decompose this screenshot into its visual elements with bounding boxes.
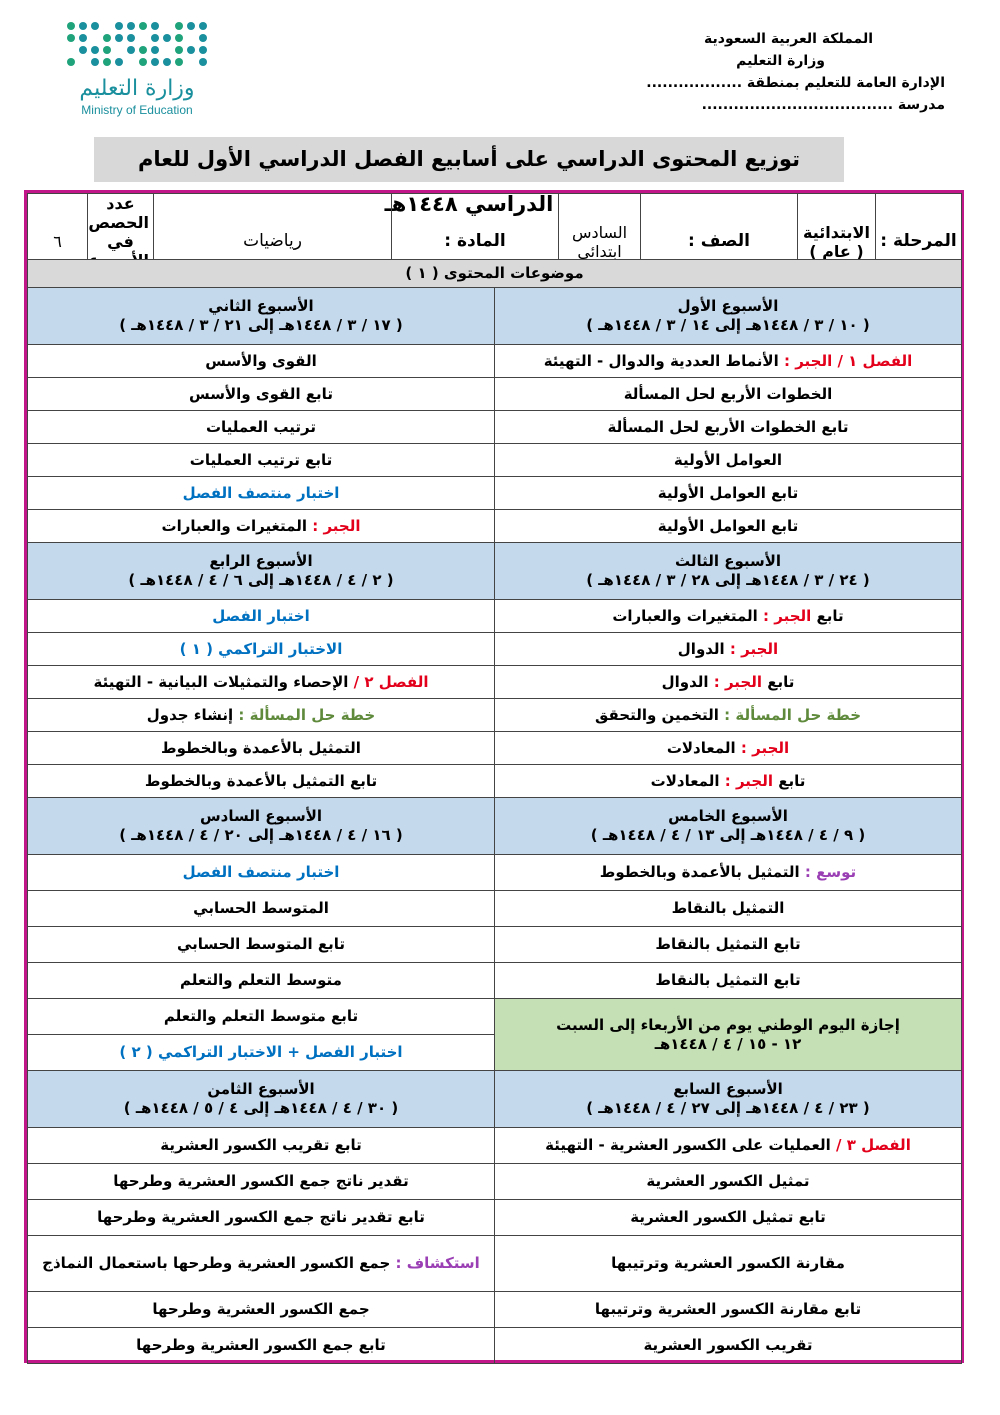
lesson-cell: تابع الجبر : المتغيرات والعبارات: [495, 600, 962, 633]
table-row: [28, 999, 962, 1035]
lesson-cell: تابع التمثيل بالأعمدة وبالخطوط: [28, 765, 495, 798]
lesson-cell: اختبار الفصل + الاختبار التراكمي ( ٢ ): [28, 1035, 495, 1071]
lesson-cell: تابع تقدير ناتج جمع الكسور العشرية وطرحها: [28, 1200, 495, 1236]
logo-dot: [139, 58, 147, 66]
lesson-cell: الخطوات الأربع لحل المسألة: [495, 378, 962, 411]
lesson-cell: الاختبار التراكمي ( ١ ): [28, 633, 495, 666]
logo-dot: [175, 22, 183, 30]
week-3-header: الأسبوع الثالث ( ٢٤ / ٣ / ١٤٤٨هـ إلى ٢٨ / ٣ / ١٤٤٨هـ ): [495, 543, 962, 600]
logo-dot: [115, 34, 123, 42]
grade-value: السادس ابتدائي: [559, 194, 641, 290]
table-row: [28, 927, 962, 963]
header-school: مدرسة ....................................: [701, 97, 945, 113]
logo-dot: [127, 58, 135, 66]
lesson-cell: التمثيل بالنقاط: [495, 891, 962, 927]
lesson-cell: تابع التمثيل بالنقاط: [495, 963, 962, 999]
table-row: [28, 765, 962, 798]
logo-dot: [139, 34, 147, 42]
table-row: [28, 378, 962, 411]
stage-value: الابتدائية ( عام ): [798, 194, 876, 290]
week-header-row: [28, 1071, 962, 1128]
logo-dot: [199, 22, 207, 30]
lesson-cell: تابع ترتيب العمليات: [28, 444, 495, 477]
logo-dot: [67, 46, 75, 54]
lesson-cell: تابع مقارنة الكسور العشرية وترتيبها: [495, 1292, 962, 1328]
logo-dot: [199, 58, 207, 66]
logo-dot: [91, 22, 99, 30]
lesson-cell: القوى والأسس: [28, 345, 495, 378]
logo-arabic-text: وزارة التعليم: [79, 76, 195, 101]
lesson-cell: اختبار منتصف الفصل: [28, 855, 495, 891]
week-4-header: الأسبوع الرابع ( ٢ / ٤ / ١٤٤٨هـ إلى ٦ / ٤ / ١٤٤٨هـ ): [28, 543, 495, 600]
stage-label: المرحلة :: [876, 194, 962, 290]
periods-label: عدد الحصص في الأسبوع :: [88, 194, 154, 290]
table-row: [28, 699, 962, 732]
subject-value: رياضيات: [154, 194, 392, 290]
week-header-row: [28, 798, 962, 855]
table-row: [28, 477, 962, 510]
lesson-cell: متوسط التعلم والتعلم: [28, 963, 495, 999]
lesson-cell: تابع جمع الكسور العشرية وطرحها: [28, 1328, 495, 1364]
logo-dot: [67, 58, 75, 66]
logo-english-text: Ministry of Education: [81, 103, 193, 117]
lesson-cell: تابع متوسط التعلم والتعلم: [28, 999, 495, 1035]
table-row: [28, 1328, 962, 1364]
lesson-cell: توسع : التمثيل بالأعمدة وبالخطوط: [495, 855, 962, 891]
logo-dot: [163, 22, 171, 30]
week-7-header: الأسبوع السابع ( ٢٣ / ٤ / ١٤٤٨هـ إلى ٢٧ / ٤ / ١٤٤٨هـ ): [495, 1071, 962, 1128]
header-directorate: الإدارة العامة للتعليم بمنطقة ..................: [646, 75, 945, 91]
lesson-cell: الفصل ٣ / العمليات على الكسور العشرية - التهيئة: [495, 1128, 962, 1164]
logo-dot: [175, 58, 183, 66]
lesson-cell: تابع القوى والأسس: [28, 378, 495, 411]
logo-dot: [79, 58, 87, 66]
lesson-cell: الفصل ١ / الجبر : الأنماط العددية والدوال - التهيئة: [495, 345, 962, 378]
table-row: [28, 600, 962, 633]
table-row: [28, 732, 962, 765]
logo-dot: [187, 34, 195, 42]
lesson-cell: تابع التمثيل بالنقاط: [495, 927, 962, 963]
logo-dot: [163, 46, 171, 54]
week-header-row: [28, 543, 962, 600]
logo-dot: [127, 46, 135, 54]
logo-dot: [103, 58, 111, 66]
logo-dot: [139, 46, 147, 54]
lesson-cell: تابع المتوسط الحسابي: [28, 927, 495, 963]
ministry-logo: [62, 22, 212, 127]
table-row: [28, 1200, 962, 1236]
lesson-cell: تابع العوامل الأولية: [495, 477, 962, 510]
logo-dot: [79, 22, 87, 30]
lesson-cell: جمع الكسور العشرية وطرحها: [28, 1292, 495, 1328]
periods-value: ٦: [28, 194, 88, 290]
logo-dot: [91, 46, 99, 54]
table-row: [28, 855, 962, 891]
week-8-header: الأسبوع الثامن ( ٣٠ / ٤ / ١٤٤٨هـ إلى ٤ / ٥ / ١٤٤٨هـ ): [28, 1071, 495, 1128]
lesson-cell: مقارنة الكسور العشرية وترتيبها: [495, 1236, 962, 1292]
table-row: [28, 1128, 962, 1164]
logo-dot: [91, 58, 99, 66]
subject-label: المادة :: [392, 194, 559, 290]
logo-dot: [127, 34, 135, 42]
lesson-cell: تابع الجبر : الدوال: [495, 666, 962, 699]
lesson-cell: خطة حل المسألة : التخمين والتحقق: [495, 699, 962, 732]
page-title: توزيع المحتوى الدراسي على أسابيع الفصل الدراسي الأول للعام الدراسي ١٤٤٨هـ: [94, 137, 844, 182]
lesson-cell: العوامل الأولية: [495, 444, 962, 477]
logo-dot: [115, 22, 123, 30]
lesson-cell: تقريب الكسور العشرية: [495, 1328, 962, 1364]
section-title: موضوعات المحتوى ( ١ ): [28, 260, 962, 288]
lesson-cell: تابع الجبر : المعادلات: [495, 765, 962, 798]
logo-dot: [67, 22, 75, 30]
logo-dot: [199, 34, 207, 42]
table-row: [28, 345, 962, 378]
table-row: [28, 1236, 962, 1292]
logo-dot: [103, 34, 111, 42]
table-row: [28, 891, 962, 927]
lesson-cell: استكشاف : جمع الكسور العشرية وطرحها باستعمال النماذج: [28, 1236, 495, 1292]
lesson-cell: خطة حل المسألة : إنشاء جدول: [28, 699, 495, 732]
logo-dot: [187, 58, 195, 66]
logo-dot: [127, 22, 135, 30]
logo-dot: [163, 34, 171, 42]
lesson-cell: تابع الخطوات الأربع لحل المسألة: [495, 411, 962, 444]
week-6-header: الأسبوع السادس ( ١٦ / ٤ / ١٤٤٨هـ إلى ٢٠ / ٤ / ١٤٤٨هـ ): [28, 798, 495, 855]
table-row: [28, 1164, 962, 1200]
table-row: [28, 963, 962, 999]
lesson-cell: اختبار الفصل: [28, 600, 495, 633]
logo-dot: [103, 46, 111, 54]
logo-dot: [151, 34, 159, 42]
logo-dot: [175, 46, 183, 54]
lesson-cell: الفصل ٢ / الإحصاء والتمثيلات البيانية - التهيئة: [28, 666, 495, 699]
lesson-cell: اختبار منتصف الفصل: [28, 477, 495, 510]
logo-dot: [187, 22, 195, 30]
logo-dot: [151, 58, 159, 66]
logo-dot: [79, 34, 87, 42]
logo-dot: [67, 34, 75, 42]
logo-dot: [151, 46, 159, 54]
week-header-row: [28, 288, 962, 345]
lesson-cell: الجبر : المعادلات: [495, 732, 962, 765]
lesson-cell: الجبر : الدوال: [495, 633, 962, 666]
header-kingdom: المملكة العربية السعودية: [704, 31, 873, 47]
table-row: [28, 510, 962, 543]
document-header: [646, 28, 945, 116]
table-row: [28, 411, 962, 444]
logo-dot: [79, 46, 87, 54]
content-table: [27, 259, 962, 1364]
header-ministry: وزارة التعليم: [736, 53, 825, 69]
lesson-cell: تمثيل الكسور العشرية: [495, 1164, 962, 1200]
grade-label: الصف :: [641, 194, 798, 290]
logo-dot: [163, 58, 171, 66]
lesson-cell: تابع تقريب الكسور العشرية: [28, 1128, 495, 1164]
logo-dot: [199, 46, 207, 54]
lesson-cell: المتوسط الحسابي: [28, 891, 495, 927]
logo-dot: [151, 22, 159, 30]
table-row: [28, 633, 962, 666]
week-5-header: الأسبوع الخامس ( ٩ / ٤ / ١٤٤٨هـ إلى ١٣ / ٤ / ١٤٤٨هـ ): [495, 798, 962, 855]
logo-dot: [115, 46, 123, 54]
lesson-cell: تقدير ناتج جمع الكسور العشرية وطرحها: [28, 1164, 495, 1200]
logo-dot: [175, 34, 183, 42]
table-row: [28, 444, 962, 477]
table-row: [28, 1292, 962, 1328]
lesson-cell: التمثيل بالأعمدة وبالخطوط: [28, 732, 495, 765]
logo-dot: [103, 22, 111, 30]
holiday-cell: إجازة اليوم الوطني يوم من الأربعاء إلى السبت ١٢ - ١٥ / ٤ / ١٤٤٨هـ: [495, 999, 962, 1071]
logo-dot: [187, 46, 195, 54]
logo-dots: [67, 22, 212, 66]
logo-dot: [139, 22, 147, 30]
logo-dot: [91, 34, 99, 42]
section-row: [28, 260, 962, 288]
lesson-cell: ترتيب العمليات: [28, 411, 495, 444]
week-1-header: الأسبوع الأول ( ١٠ / ٣ / ١٤٤٨هـ إلى ١٤ / ٣ / ١٤٤٨هـ ): [495, 288, 962, 345]
lesson-cell: الجبر : المتغيرات والعبارات: [28, 510, 495, 543]
table-row: [28, 666, 962, 699]
lesson-cell: تابع تمثيل الكسور العشرية: [495, 1200, 962, 1236]
logo-dot: [115, 58, 123, 66]
lesson-cell: تابع العوامل الأولية: [495, 510, 962, 543]
week-2-header: الأسبوع الثاني ( ١٧ / ٣ / ١٤٤٨هـ إلى ٢١ / ٣ / ١٤٤٨هـ ): [28, 288, 495, 345]
